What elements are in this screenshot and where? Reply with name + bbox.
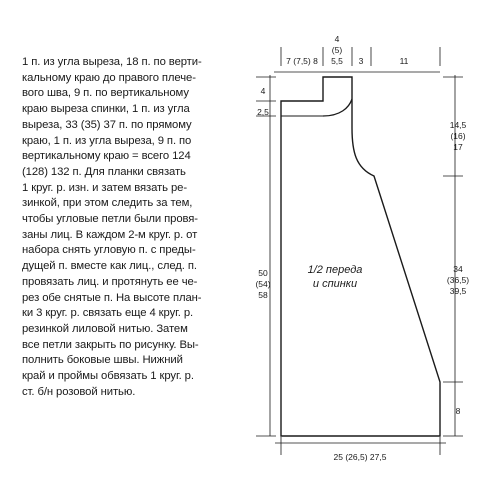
dim-side: 39,5 [449, 286, 467, 296]
dim-armhole-depth: (16) [450, 131, 466, 141]
instruction-line: все петли закрыть по рисунку. Вы- [22, 338, 199, 351]
instruction-line: набора снять угловую п. с преды- [22, 244, 196, 257]
piece-label: 1/2 переда [307, 264, 363, 276]
dim-armhole-width: 11 [399, 56, 409, 66]
instruction-line: ст. б/н розовой нитью. [22, 385, 136, 398]
garment-outline [281, 77, 440, 436]
dim-armhole-depth: 14,5 [449, 120, 467, 130]
instruction-line: заны лиц. В каждом 2-м круг. р. от [22, 228, 198, 241]
instruction-line: 1 п. из угла выреза, 18 п. по верти- [22, 56, 202, 68]
dim-height: (54) [255, 279, 271, 289]
instruction-line: вого шва, 9 п. по вертикальному [22, 87, 189, 100]
dim-neck-depth: 4 [260, 86, 266, 96]
instruction-line: резинкой лиловой нитью. Затем [22, 322, 188, 335]
instruction-line: полнить боковые швы. Нижний [22, 354, 183, 367]
dim-shoulder: 7 (7,5) 8 [286, 56, 318, 66]
instruction-line: рез обе снятые п. На высоте план- [22, 291, 202, 304]
neck-curve [323, 99, 352, 116]
dimension-lines [256, 47, 466, 455]
dim-height: 58 [258, 290, 268, 300]
dim-armhole-depth: 17 [453, 142, 463, 152]
instruction-line: вертикальному краю = всего 124 [22, 150, 191, 163]
instruction-line: провязать лиц. и протянуть ее че- [22, 275, 198, 288]
instruction-line: выреза, 33 (35) 37 п. по прямому [22, 118, 192, 131]
dim-hem-height: 8 [455, 406, 461, 416]
instruction-line: край и проймы обвязать 1 круг. р. [22, 370, 194, 383]
dim-height: 50 [258, 268, 268, 278]
dim-neck-half: 3 [358, 56, 364, 66]
instruction-line: 1 круг. р. изн. и затем вязать ре- [22, 181, 187, 194]
instruction-line: зинкой, при этом следить за тем, [22, 197, 193, 210]
piece-label: и спинки [312, 278, 358, 290]
instruction-line: кальному краю до правого плече- [22, 71, 196, 84]
instruction-line: (128) 132 п. Для планки связать [22, 165, 186, 178]
instruction-line: ки 3 круг. р. связать еще 4 круг. р. [22, 307, 194, 320]
dim-back-neck: 2,5 [257, 107, 269, 117]
dim-neck-mid: (5) [331, 45, 343, 55]
dim-side: 34 [453, 264, 463, 274]
dim-neck-top: 4 [334, 34, 340, 44]
instruction-line: краю выреза спинки, 1 п. из угла [22, 103, 190, 116]
dim-neck-bottom: 5,5 [331, 56, 343, 66]
instruction-line: краю, 1 п. из угла выреза, 9 п. по [22, 134, 192, 147]
instruction-line: чтобы угловые петли были провя- [22, 213, 198, 226]
dim-width: 25 (26,5) 27,5 [333, 452, 387, 462]
instruction-line: дущей п. вместе как лиц., след. п. [22, 260, 197, 273]
dim-side: (36,5) [446, 275, 470, 285]
